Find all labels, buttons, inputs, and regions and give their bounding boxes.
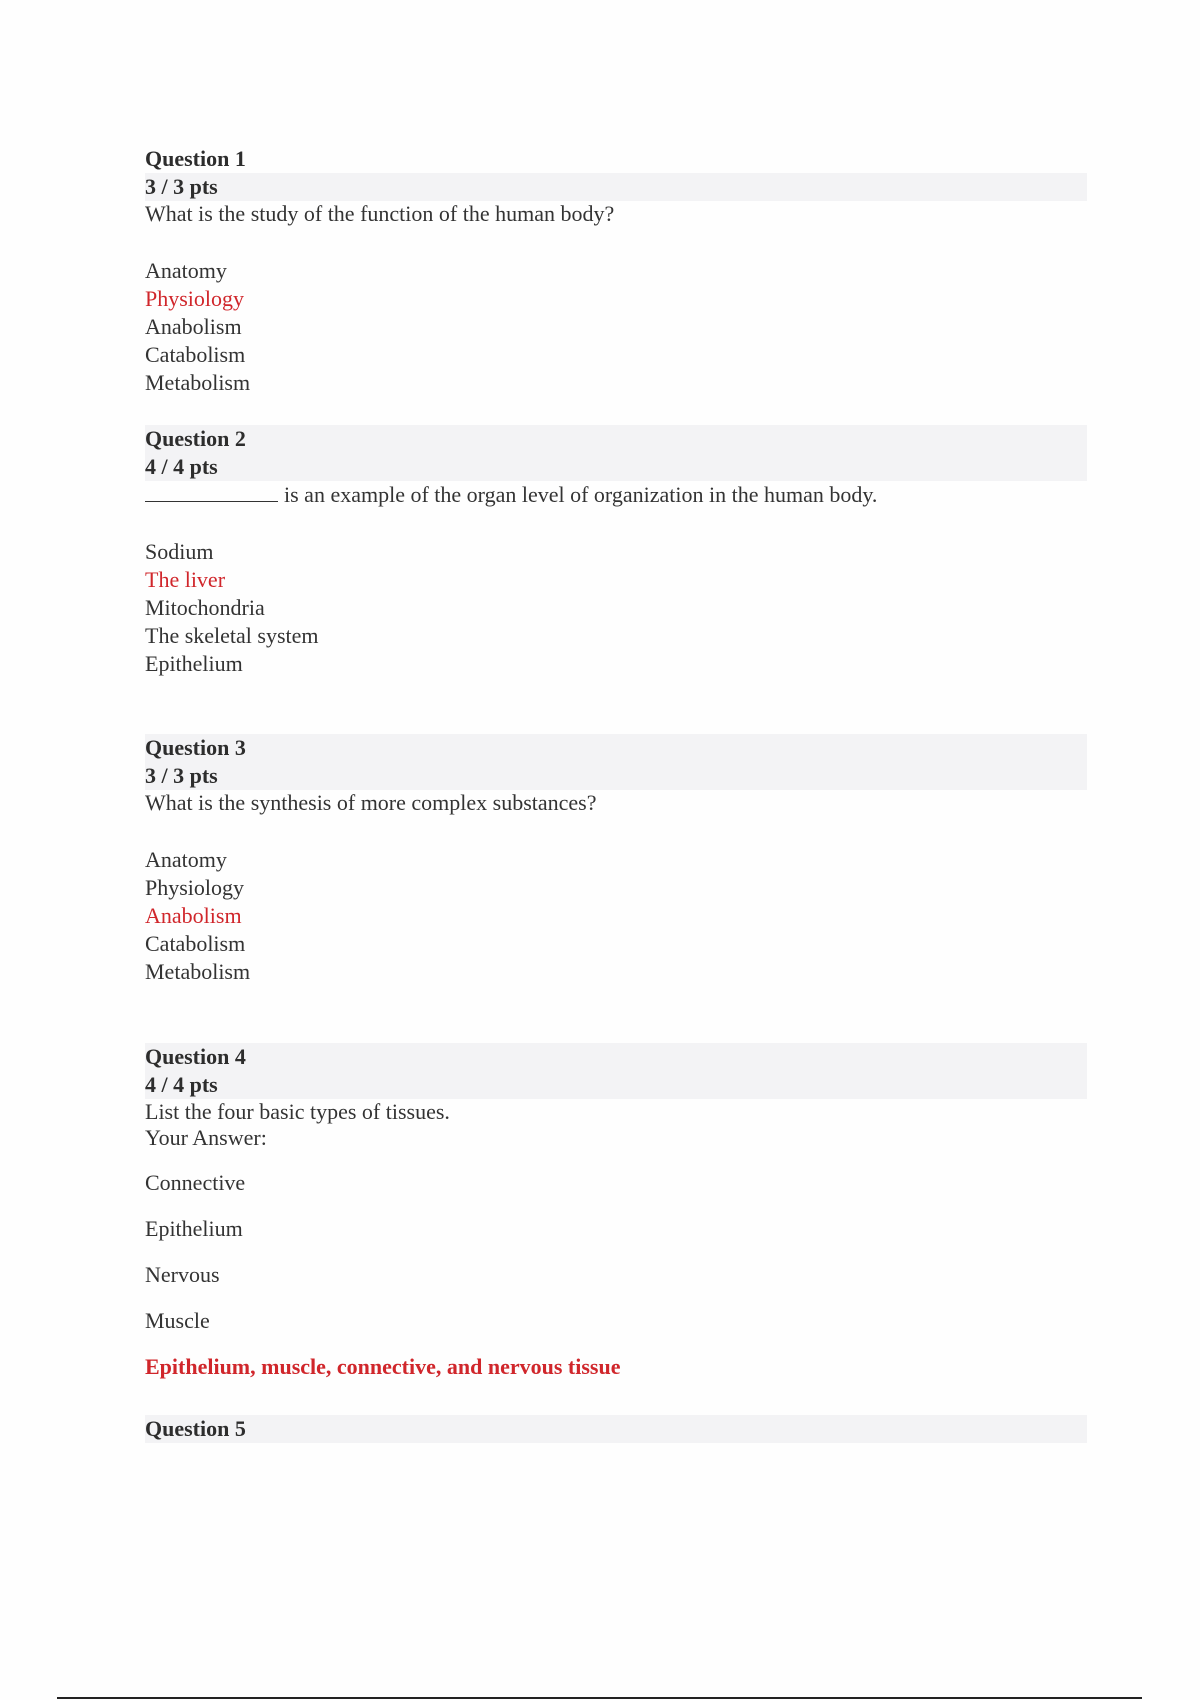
your-answer-label: Your Answer: xyxy=(145,1125,267,1150)
question-4-prompt: List the four basic types of tissues. xyxy=(145,1099,450,1124)
question-2 xyxy=(145,425,1087,678)
question-1 xyxy=(145,145,1087,397)
your-answer-item: Nervous xyxy=(145,1262,220,1287)
question-2-answers xyxy=(145,538,1087,678)
question-5 xyxy=(145,1415,1087,1443)
question-3-answers xyxy=(145,846,1087,986)
answer-option: Sodium xyxy=(145,539,214,564)
answer-option: Anatomy xyxy=(145,847,227,872)
question-4-title: Question 4 xyxy=(145,1043,1087,1071)
answer-option: Physiology xyxy=(145,875,245,900)
question-2-points: 4 / 4 pts xyxy=(145,453,1087,481)
fill-in-blank xyxy=(145,481,278,502)
question-2-prompt-text: is an example of the organ level of organization in the human body. xyxy=(284,482,878,507)
answer-option: Epithelium xyxy=(145,651,243,676)
question-5-title: Question 5 xyxy=(145,1415,1087,1443)
question-3 xyxy=(145,734,1087,986)
answer-option: Catabolism xyxy=(145,342,246,367)
your-answer-list xyxy=(145,1169,1087,1335)
question-4 xyxy=(145,1043,1087,1381)
question-1-title: Question 1 xyxy=(145,146,246,171)
your-answer-item: Muscle xyxy=(145,1308,210,1333)
answer-option: The skeletal system xyxy=(145,623,319,648)
question-1-prompt: What is the study of the function of the human body? xyxy=(145,201,615,226)
question-3-prompt: What is the synthesis of more complex substances? xyxy=(145,790,597,815)
answer-option-correct: Anabolism xyxy=(145,903,242,928)
your-answer-item: Epithelium xyxy=(145,1216,243,1241)
question-2-title: Question 2 xyxy=(145,425,1087,453)
question-1-points: 3 / 3 pts xyxy=(145,173,1087,201)
question-4-points: 4 / 4 pts xyxy=(145,1071,1087,1099)
answer-option: Catabolism xyxy=(145,931,246,956)
question-3-title: Question 3 xyxy=(145,734,1087,762)
question-3-points: 3 / 3 pts xyxy=(145,762,1087,790)
answer-option-correct: Physiology xyxy=(145,286,245,311)
answer-option-correct: The liver xyxy=(145,567,226,592)
answer-option: Metabolism xyxy=(145,959,251,984)
question-2-prompt xyxy=(145,481,1087,508)
correct-answer: Epithelium, muscle, connective, and nervous tissue xyxy=(145,1354,621,1379)
answer-option: Metabolism xyxy=(145,370,251,395)
answer-option: Anatomy xyxy=(145,258,227,283)
question-1-answers xyxy=(145,257,1087,397)
page-bottom-rule xyxy=(57,1697,1142,1699)
answer-option: Mitochondria xyxy=(145,595,265,620)
your-answer-item: Connective xyxy=(145,1170,246,1195)
answer-option: Anabolism xyxy=(145,314,242,339)
